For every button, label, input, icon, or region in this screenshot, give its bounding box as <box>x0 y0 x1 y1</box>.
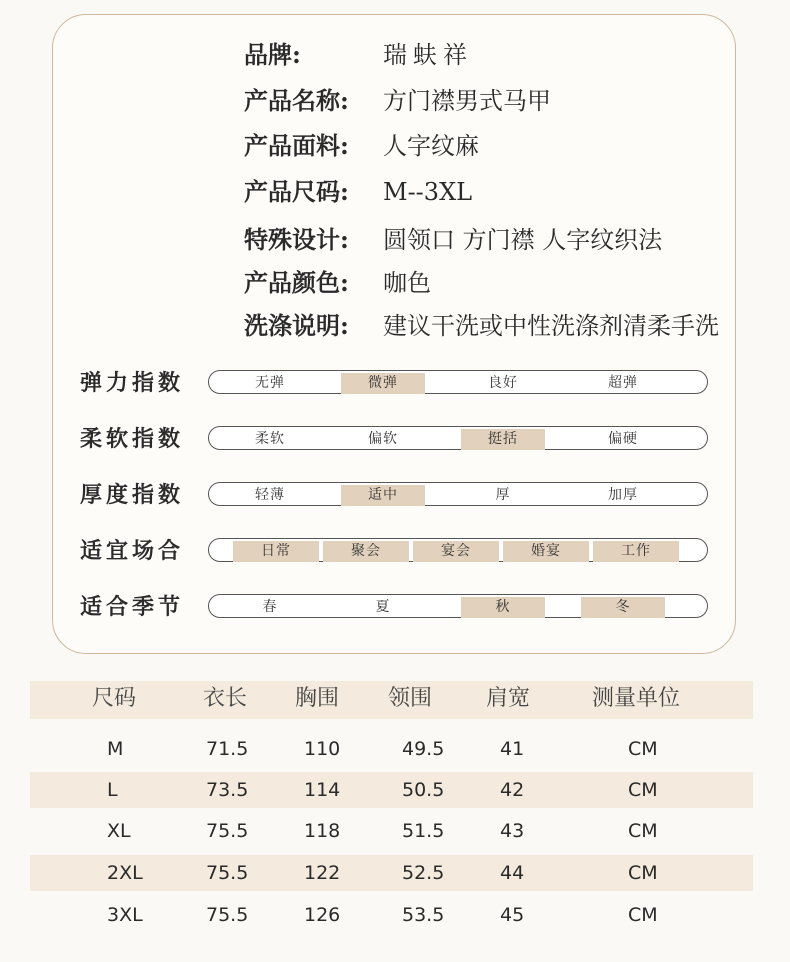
table-cell: 43 <box>500 820 525 842</box>
scale-title: 厚度指数 <box>80 482 185 508</box>
column-header: 测量单位 <box>592 686 681 711</box>
table-cell: 52.5 <box>402 862 445 884</box>
info-label: 洗涤说明: <box>244 311 349 340</box>
table-row <box>30 772 753 808</box>
table-cell: 114 <box>304 779 341 801</box>
table-cell: 110 <box>304 738 341 760</box>
info-label: 特殊设计: <box>244 225 349 254</box>
table-cell: 75.5 <box>206 820 249 842</box>
scale-row <box>80 593 720 621</box>
info-value: 瑞蚨祥 <box>383 41 473 69</box>
scale-row <box>80 425 720 453</box>
table-cell: CM <box>628 738 658 760</box>
scale-bar <box>208 538 708 562</box>
table-cell: M <box>107 738 124 760</box>
column-header: 肩宽 <box>486 686 531 711</box>
scale-option: 婚宴 <box>503 541 589 562</box>
info-value: M--3XL <box>383 178 473 206</box>
scale-bar <box>208 594 708 618</box>
table-cell: 3XL <box>107 904 143 926</box>
size-table-header <box>30 681 753 719</box>
table-cell: 42 <box>500 779 525 801</box>
scale-bar <box>208 482 708 506</box>
info-value: 建议干洗或中性洗涤剂清柔手洗 <box>383 312 719 340</box>
info-value: 圆领口 方门襟 人字纹织法 <box>383 226 663 254</box>
scale-option: 适中 <box>341 485 425 506</box>
table-cell: CM <box>628 820 658 842</box>
scale-option: 厚 <box>495 487 511 503</box>
scale-option: 微弹 <box>341 373 425 394</box>
info-value: 人字纹麻 <box>383 132 479 160</box>
table-cell: CM <box>628 904 658 926</box>
info-label: 产品名称: <box>244 86 349 115</box>
scale-option: 超弹 <box>608 375 638 391</box>
table-cell: 49.5 <box>402 738 445 760</box>
table-cell: 122 <box>304 862 341 884</box>
table-cell: 45 <box>500 904 525 926</box>
table-cell: 2XL <box>107 862 143 884</box>
info-value: 咖色 <box>383 269 431 297</box>
table-cell: CM <box>628 862 658 884</box>
column-header: 胸围 <box>295 686 340 711</box>
scale-option: 良好 <box>488 375 518 391</box>
scale-option: 宴会 <box>413 541 499 562</box>
scale-bar <box>208 370 708 394</box>
scale-option: 无弹 <box>255 375 285 391</box>
scale-title: 柔软指数 <box>80 426 185 452</box>
table-cell: 75.5 <box>206 862 249 884</box>
info-label: 产品面料: <box>244 131 349 160</box>
table-row <box>30 855 753 891</box>
scale-title: 适合季节 <box>80 594 185 620</box>
table-row <box>30 813 753 849</box>
info-label: 品牌: <box>244 40 301 69</box>
table-cell: XL <box>107 820 131 842</box>
table-cell: 44 <box>500 862 525 884</box>
table-cell: 73.5 <box>206 779 249 801</box>
scale-option: 挺括 <box>461 429 545 450</box>
scale-title: 弹力指数 <box>80 370 185 396</box>
scale-option: 日常 <box>233 541 319 562</box>
table-cell: 53.5 <box>402 904 445 926</box>
table-cell: 75.5 <box>206 904 249 926</box>
column-header: 尺码 <box>92 686 137 711</box>
info-value: 方门襟男式马甲 <box>383 87 551 115</box>
table-cell: CM <box>628 779 658 801</box>
scale-option: 冬 <box>581 597 665 618</box>
table-cell: L <box>107 779 118 801</box>
table-row <box>30 897 753 933</box>
scale-row <box>80 369 720 397</box>
scale-option: 聚会 <box>323 541 409 562</box>
table-cell: 71.5 <box>206 738 249 760</box>
column-header: 衣长 <box>203 686 248 711</box>
info-label: 产品颜色: <box>244 268 349 297</box>
scale-option: 柔软 <box>255 431 285 447</box>
scale-row <box>80 481 720 509</box>
scale-option: 偏硬 <box>608 431 638 447</box>
table-cell: 41 <box>500 738 525 760</box>
scale-row <box>80 537 720 565</box>
scale-option: 夏 <box>375 599 391 615</box>
scale-bar <box>208 426 708 450</box>
scale-option: 秋 <box>461 597 545 618</box>
scale-option: 加厚 <box>608 487 638 503</box>
scale-option: 工作 <box>593 541 679 562</box>
scale-option: 偏软 <box>368 431 398 447</box>
table-cell: 118 <box>304 820 341 842</box>
scale-title: 适宜场合 <box>80 538 185 564</box>
column-header: 领围 <box>388 686 433 711</box>
table-row <box>30 731 753 767</box>
table-cell: 126 <box>304 904 341 926</box>
table-cell: 50.5 <box>402 779 445 801</box>
table-cell: 51.5 <box>402 820 445 842</box>
scale-option: 春 <box>262 599 278 615</box>
scale-option: 轻薄 <box>255 487 285 503</box>
info-label: 产品尺码: <box>244 177 349 206</box>
